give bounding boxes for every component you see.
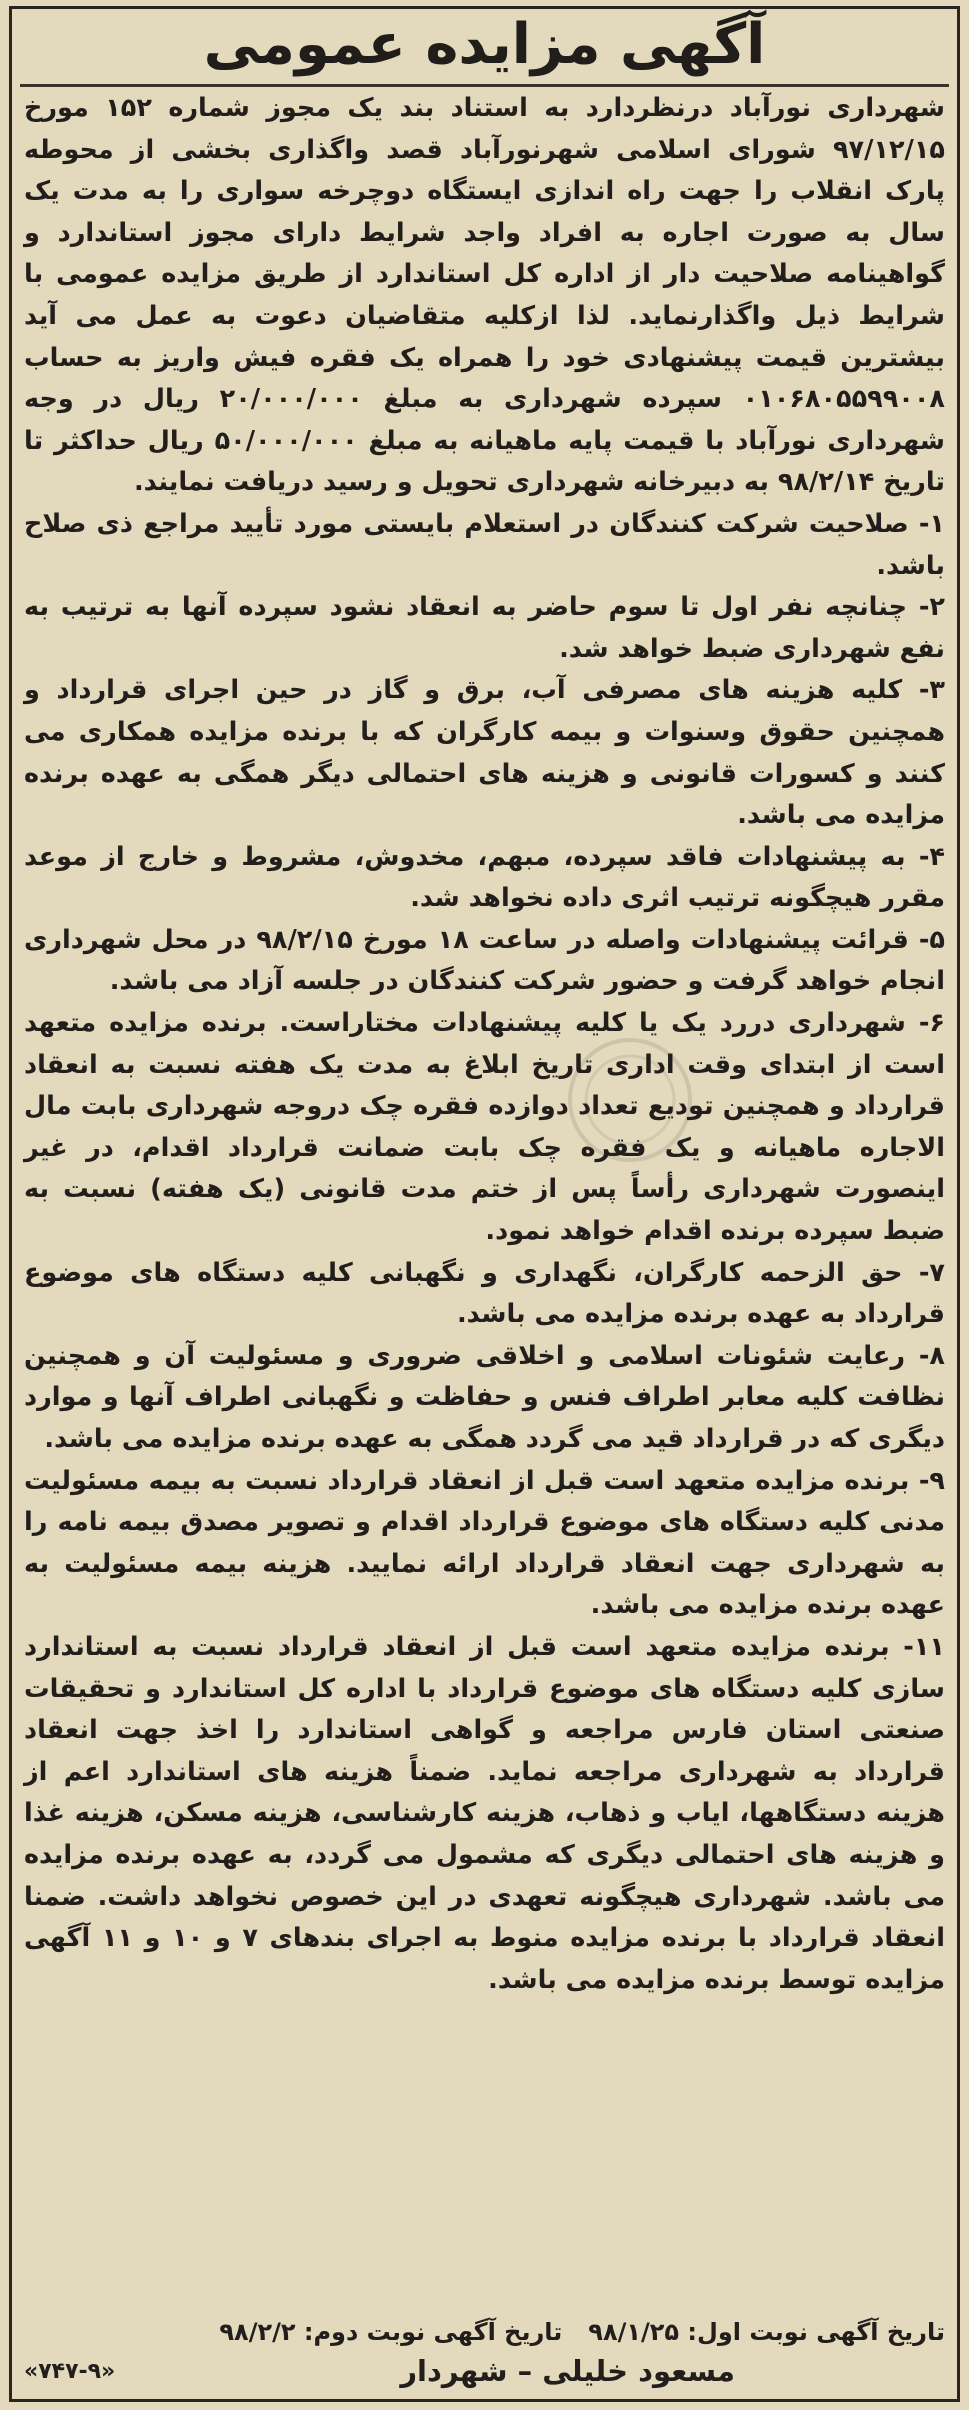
condition-item: ۸- رعایت شئونات اسلامی و اخلاقی ضروری و مسئولیت آن و همچنین نظافت کلیه معابر اطراف فنس و حفاظت و نگهبانی اطراف آنها و موارد دیگری که در قرارداد قید می گردد همگی به عهده برنده مزایده می باشد. [24,1340,945,1454]
title-bar [8,6,961,82]
condition-item: ۶- شهرداری دررد یک یا کلیه پیشنهادات مختاراست. برنده مزایده متعهد است از ابتدای وقت اداری تاریخ ابلاغ به مدت یک هفته نسبت به انعقاد قرارداد و همچنین تودیع تعداد دوازده فقره چک دروجه شهرداری بابت مال الاجاره ماهیانه و یک فقره چک بابت ضمانت قرارداد اقدام، در غیر اینصورت شهرداری رأساً پس از ختم مدت قانونی (یک هفته) نسبت به ضبط سپرده برنده اقدام خواهد نمود. [24,1008,945,1247]
condition-item: ۷- حق الزحمه کارگران، نگهداری و نگهبانی کلیه دستگاه های موضوع قرارداد به عهده برنده مزایده می باشد. [24,1257,945,1330]
title-divider [20,84,949,87]
publication-dates [24,2312,945,2352]
condition-item: ۲- چنانچه نفر اول تا سوم حاضر به انعقاد نشود سپرده آنها به ترتیب به نفع شهرداری ضبط خواهد شد. [24,592,945,664]
notice-footer [24,2312,945,2398]
first-publication-date: تاریخ آگهی نوبت اول: ۹۸/۱/۲۵ [588,2318,945,2346]
notice-title: آگهی مزایده عمومی [203,11,766,77]
notice-code: «۷۴۷-۹» [24,2358,116,2384]
condition-item: ۹- برنده مزایده متعهد است قبل از انعقاد قرارداد نسبت به بیمه مسئولیت مدنی کلیه دستگاه های موضوع قرارداد اقدام و تصویر مصدق بیمه نامه را به شهرداری جهت انعقاد قرارداد ارائه نمایید. هزینه بیمه مسئولیت به عهده برنده مزایده می باشد. [24,1465,945,1621]
notice-intro: شهرداری نورآباد درنظردارد به استناد بند یک مجوز شماره ۱۵۲ مورخ ۹۷/۱۲/۱۵ شورای اسلامی شهرنورآباد قصد واگذاری بخشی از محوطه پارک انقلاب را جهت راه اندازی ایستگاه دوچرخه سواری را به مدت یک سال به صورت اجاره به افراد واجد شرایط دارای مجوز استاندارد و گواهینامه صلاحیت دار از اداره کل استاندارد از طریق مزایده عمومی با شرایط ذیل واگذارنماید. لذا ازکلیه متقاضیان دعوت به عمل می آید بیشترین قیمت پیشنهادی خود را همراه یک فقره فیش واریز به حساب ۰۱۰۶۸۰۵۵۹۹۰۰۸ سپرده شهرداری به مبلغ ۲۰/۰۰۰/۰۰۰ ریال در وجه شهرداری نورآباد با قیمت پایه ماهیانه به مبلغ ۵۰/۰۰۰/۰۰۰ ریال حداکثر تا تاریخ ۹۸/۲/۱۴ به دبیرخانه شهرداری تحویل و رسید دریافت نمایند. [24,93,945,498]
condition-item: ۱- صلاحیت شرکت کنندگان در استعلام بایستی مورد تأیید مراجع ذی صلاح باشد. [24,508,945,581]
mayor-signature: مسعود خلیلی – شهردار [400,2354,735,2388]
condition-item: ۵- قرائت پیشنهادات واصله در ساعت ۱۸ مورخ ۹۸/۲/۱۵ در محل شهرداری انجام خواهد گرفت و حضور شرکت کنندگان در جلسه آزاد می باشد. [24,924,945,997]
notice-body [24,88,945,2312]
signature-row [24,2354,945,2388]
condition-item: ۳- کلیه هزینه های مصرفی آب، برق و گاز در حین اجرای قرارداد و همچنین حقوق وسنوات و بیمه کارگران که با برنده مزایده همکاری می کنند و کسورات قانونی و هزینه های احتمالی دیگر همگی به عهده برنده مزایده می باشد. [24,675,945,831]
condition-item: ۴- به پیشنهادات فاقد سپرده، مبهم، مخدوش، مشروط و خارج از موعد مقرر هیچگونه ترتیب اثری داده نخواهد شد. [24,841,945,914]
condition-item: ۱۱- برنده مزایده متعهد است قبل از انعقاد قرارداد نسبت به استاندارد سازی کلیه دستگاه های موضوع قرارداد با اداره کل استاندارد و تحقیقات صنعتی استان فارس مراجعه و گواهی استاندارد را اخذ جهت انعقاد قرارداد به شهرداری مراجعه نماید. ضمناً هزینه های استاندارد اعم از هزینه دستگاهها، ایاب و ذهاب، هزینه کارشناسی، هزینه مسکن، هزینه غذا و هزینه های احتمالی دیگری که مشمول می گردد، به عهده برنده مزایده می باشد. شهرداری هیچگونه تعهدی در این خصوص نخواهد داشت. ضمنا انعقاد قرارداد با برنده مزایده منوط به اجرای بندهای ۷ و ۱۰ و ۱۱ آگهی مزایده توسط برنده مزایده می باشد. [24,1631,946,1995]
second-publication-date: تاریخ آگهی نوبت دوم: ۹۸/۲/۲ [219,2318,563,2346]
